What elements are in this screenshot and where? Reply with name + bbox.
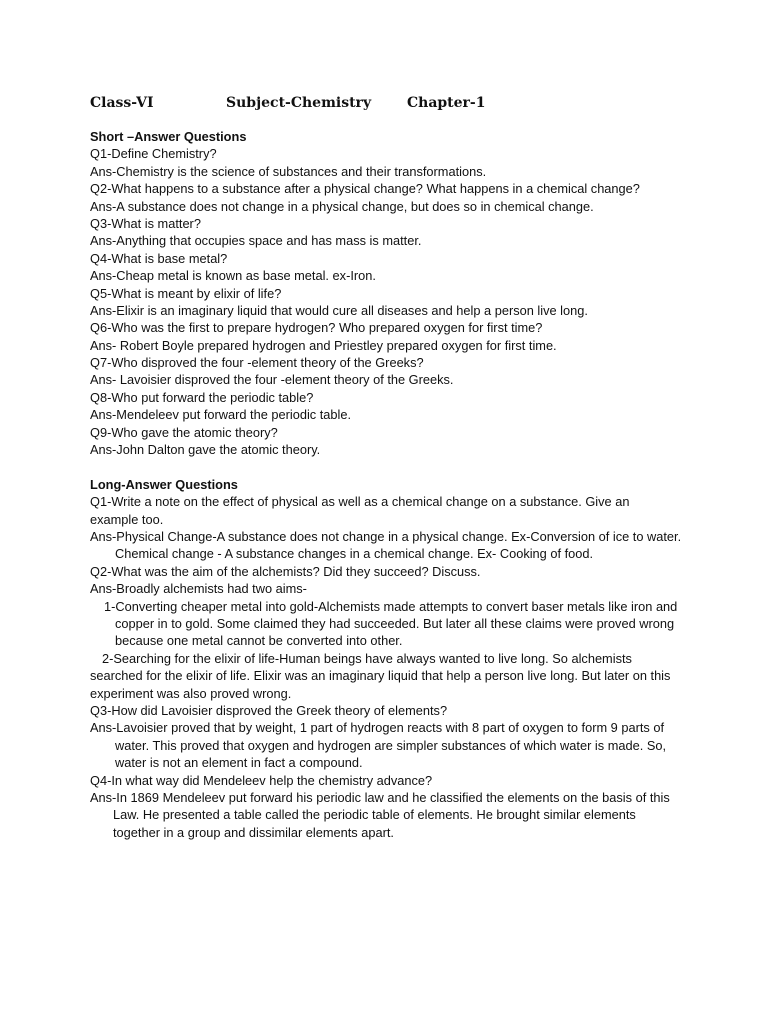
long-question-3: Q3-How did Lavoisier disproved the Greek theory of elements? — [90, 703, 448, 719]
short-question-7: Q7-Who disproved the four -element theory of the Greeks? — [90, 355, 424, 371]
short-answer-6: Ans- Robert Boyle prepared hydrogen and Priestley prepared oxygen for first time. — [90, 337, 557, 353]
short-question-5: Q5-What is meant by elixir of life? — [90, 285, 282, 301]
long-answer-4: Ans-In 1869 Mendeleev put forward his periodic law and he classified the elements on the basis of this Law. He presented a table called the periodic table of elements. He brought similar elements together in a group and dissimilar elements apart. — [90, 790, 670, 840]
long-answer-3: Ans-Lavoisier proved that by weight, 1 part of hydrogen reacts with 8 part of oxygen to form 9 parts of water. This proved that oxygen and hydrogen are simpler substances of which water is made. So, water is not an element in fact a compound. — [90, 720, 667, 771]
section-spacer — [90, 458, 680, 475]
long-question-2: Q2-What was the aim of the alchemists? Did they succeed? Discuss. — [90, 563, 481, 579]
short-answer-5: Ans-Elixir is an imaginary liquid that would cure all diseases and help a person live long. — [90, 302, 588, 318]
short-answer-2: Ans-A substance does not change in a physical change, but does so in chemical change. — [90, 198, 594, 214]
short-answer-8: Ans-Mendeleev put forward the periodic table. — [90, 407, 352, 423]
long-answer-1-physical: Ans-Physical Change-A substance does not change in a physical change. Ex-Conversion of ice to water. — [90, 529, 682, 545]
short-answer-4: Ans-Cheap metal is known as base metal. ex-Iron. — [90, 268, 376, 284]
short-question-6: Q6-Who was the first to prepare hydrogen? Who prepared oxygen for first time? — [90, 320, 543, 336]
short-answer-3: Ans-Anything that occupies space and has mass is matter. — [90, 233, 422, 249]
short-question-3: Q3-What is matter? — [90, 215, 201, 231]
long-answer-1-chemical: Chemical change - A substance changes in a chemical change. Ex- Cooking of food. — [115, 546, 594, 562]
short-question-4: Q4-What is base metal? — [90, 250, 228, 266]
short-answer-1: Ans-Chemistry is the science of substances and their transformations. — [90, 163, 487, 179]
subject-label: Subject-Chemistry — [226, 95, 372, 111]
long-answer-2-intro: Ans-Broadly alchemists had two aims- — [90, 581, 307, 597]
class-label: Class-VI — [90, 95, 154, 111]
short-answer-9: Ans-John Dalton gave the atomic theory. — [90, 442, 321, 458]
long-question-1: Q1-Write a note on the effect of physical as well as a chemical change on a substance. Give an example too. — [90, 494, 630, 527]
long-answer-heading: Long-Answer Questions — [90, 476, 238, 492]
chapter-label: Chapter-1 — [407, 95, 486, 111]
document-body — [90, 128, 680, 841]
document-header — [90, 94, 690, 112]
short-answer-7: Ans- Lavoisier disproved the four -element theory of the Greeks. — [90, 372, 454, 388]
long-question-4: Q4-In what way did Mendeleev help the chemistry advance? — [90, 772, 433, 788]
long-answer-2-point-1: 1-Converting cheaper metal into gold-Alchemists made attempts to convert baser metals like iron and copper in to gold. Some claimed they had succeeded. But later all these claims were proved wrong because one metal cannot be converted into other. — [104, 598, 678, 649]
short-question-8: Q8-Who put forward the periodic table? — [90, 389, 314, 405]
long-answer-2-point-2: 2-Searching for the elixir of life-Human beings have always wanted to live long. So alchemists searched for the elixir of life. Elixir was an imaginary liquid that help a person live long. But later on this experiment was also proved wrong. — [90, 650, 671, 701]
short-question-9: Q9-Who gave the atomic theory? — [90, 424, 278, 440]
short-question-1: Q1-Define Chemistry? — [90, 146, 217, 162]
short-answer-heading: Short –Answer Questions — [90, 129, 247, 144]
short-question-2: Q2-What happens to a substance after a physical change? What happens in a chemical change? — [90, 181, 640, 197]
